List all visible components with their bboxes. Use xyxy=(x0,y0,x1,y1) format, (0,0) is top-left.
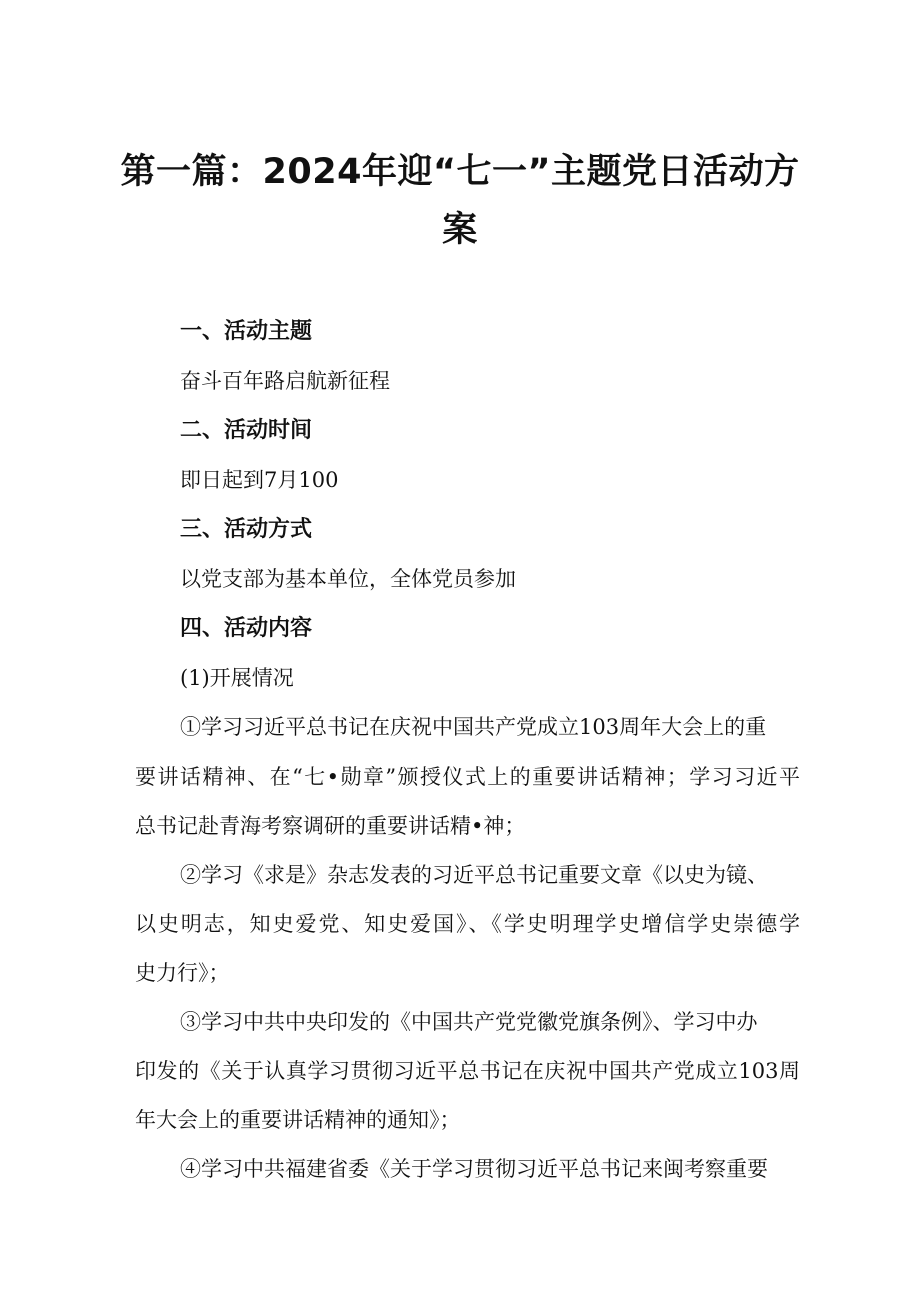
section2-body: 即日起到7月100 xyxy=(180,468,339,492)
item1-line1: ①学习习近平总书记在庆祝中国共产党成立103周年大会上的重 xyxy=(180,715,767,739)
item3-line2: 印发的《关于认真学习贯彻习近平总书记在庆祝中国共产党成立103周 xyxy=(135,1059,800,1083)
item3-line3: 年大会上的重要讲话精神的通知》； xyxy=(135,1108,461,1132)
document-title-line1: 第一篇：2024年迎“七一”主题党日活动方 xyxy=(120,152,800,192)
item1-line2: 要讲话精神、在“七•勋章”颁授仪式上的重要讲话精神；学习习近平 xyxy=(135,765,800,789)
section3-heading: 三、活动方式 xyxy=(180,517,313,542)
section1-body: 奋斗百年路启航新征程 xyxy=(180,369,390,393)
item1-line3: 总书记赴青海考察调研的重要讲话精•神； xyxy=(135,814,526,838)
item3-line1: ③学习中共中央印发的《中国共产党党徽党旗条例》、学习中办 xyxy=(180,1010,758,1034)
item2-line3: 史力行》； xyxy=(135,961,230,985)
item2-line1: ②学习《求是》杂志发表的习近平总书记重要文章《以史为镜、 xyxy=(180,863,768,887)
item2-line2: 以史明志，知史爱党、知史爱国》、《学史明理学史增信学史崇德学 xyxy=(135,912,800,936)
section2-heading: 二、活动时间 xyxy=(180,418,313,443)
section4-heading: 四、活动内容 xyxy=(180,616,313,641)
document-title-line2: 案 xyxy=(442,210,478,250)
section3-body: 以党支部为基本单位，全体党员参加 xyxy=(180,567,516,591)
section4-subheading: (1)开展情况 xyxy=(180,666,294,690)
item4-line1: ④学习中共福建省委《关于学习贯彻习近平总书记来闽考察重要 xyxy=(180,1157,768,1181)
section1-heading: 一、活动主题 xyxy=(180,319,313,344)
